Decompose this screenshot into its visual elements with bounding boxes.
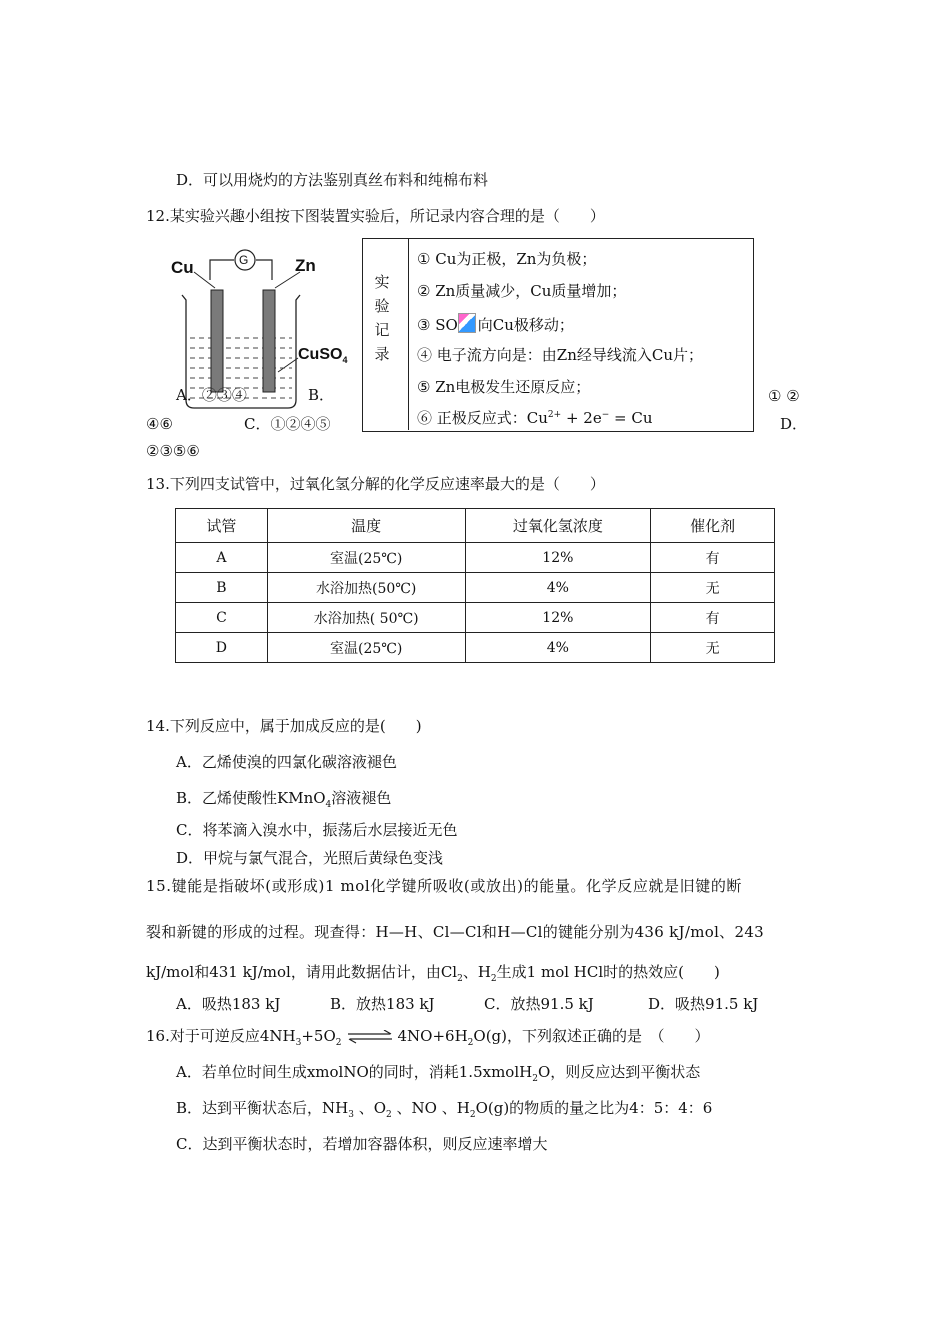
table-cell: B xyxy=(176,573,268,603)
record-5: ⑤ Zn电极发生还原反应； xyxy=(417,378,591,396)
table-row xyxy=(176,573,775,603)
table-cell: D xyxy=(176,633,268,663)
q12-option-b-value-end: ④⑥ xyxy=(146,415,173,433)
record-1: ① Cu为正极，Zn为负极； xyxy=(417,250,597,268)
q12-option-b-label: B． xyxy=(308,386,335,404)
header-cell: 催化剂 xyxy=(651,509,775,543)
table-cell: C xyxy=(176,603,268,633)
record-title: 实 验 记 录 xyxy=(374,273,390,363)
q16-option-b: B．达到平衡状态后，$NH_3$ 、$O_2$ 、NO 、$H_2O(g)$的物质的量之比为4：5：4：6 xyxy=(176,1099,713,1120)
q15-option-c: C．放热91.5 kJ xyxy=(484,995,594,1013)
header-cell: 过氧化氢浓度 xyxy=(465,509,651,543)
electrode-zn-label: Zn xyxy=(295,256,316,275)
q14-option-b: B．乙烯使酸性KMnO$_4$溶液褪色 xyxy=(176,789,392,810)
table-cell: 无 xyxy=(651,573,775,603)
q12-option-b-value-start: ① ② xyxy=(768,387,800,405)
q11-option-d: D．可以用烧灼的方法鉴别真丝布料和纯棉布料 xyxy=(176,171,489,189)
q15-line-1: 15.键能是指破坏(或形成)1 mol化学键所吸收(或放出)的能量。化学反应就是旧键的断 xyxy=(146,877,743,895)
q15-option-a: A．吸热183 kJ xyxy=(176,995,281,1013)
table-cell: 4% xyxy=(465,633,651,663)
record-divider xyxy=(408,238,409,430)
q16-option-c: C．达到平衡状态时，若增加容器体积，则反应速率增大 xyxy=(176,1135,548,1153)
q15-line-3: kJ/mol和431 kJ/mol，请用此数据估计，由$Cl_2$、$H_2$生成1 mol HCl时的热效应( ) xyxy=(146,963,720,984)
q13-stem: 13.下列四支试管中，过氧化氢分解的化学反应速率最大的是（ ） xyxy=(146,475,605,493)
q16-option-a: A．若单位时间生成xmolNO的同时，消耗1.5xmolH$_2$O，则反应达到平衡状态 xyxy=(176,1063,701,1084)
record-6: ⑥ 正极反应式：$Cu^{2+} + 2e^- = Cu$ xyxy=(417,409,653,427)
table-header-row xyxy=(176,509,775,543)
table-cell: 室温(25℃) xyxy=(267,633,465,663)
header-cell: 试管 xyxy=(176,509,268,543)
table-cell: 有 xyxy=(651,603,775,633)
electrode-cu-label: Cu xyxy=(171,258,194,277)
q12-option-d-label: D． xyxy=(780,415,808,433)
table-row xyxy=(176,603,775,633)
q12-option-c: C．①②④⑤ xyxy=(244,415,331,433)
record-3: ③ SO 向Cu极移动； xyxy=(417,313,574,335)
q14-option-a: A．乙烯使溴的四氯化碳溶液褪色 xyxy=(176,753,397,771)
table-cell: 水浴加热( 50℃) xyxy=(267,603,465,633)
table-cell: 室温(25℃) xyxy=(267,543,465,573)
table-cell: 水浴加热(50℃) xyxy=(267,573,465,603)
table-cell: 4% xyxy=(465,573,651,603)
header-cell: 温度 xyxy=(267,509,465,543)
q15-option-d: D．吸热91.5 kJ xyxy=(648,995,759,1013)
record-4: ④ 电子流方向是：由Zn经导线流入Cu片； xyxy=(417,346,703,364)
table-cell: 有 xyxy=(651,543,775,573)
broken-image-icon xyxy=(458,313,476,333)
record-2: ② Zn质量减少，Cu质量增加； xyxy=(417,282,627,300)
table-cell: A xyxy=(176,543,268,573)
q12-stem: 12.某实验兴趣小组按下图装置实验后，所记录内容合理的是（ ） xyxy=(146,207,605,225)
table-row xyxy=(176,543,775,573)
table-cell: 12% xyxy=(465,603,651,633)
solution-label: CuSO$_4$ xyxy=(298,346,348,366)
q12-option-a: A．②③④ xyxy=(176,386,247,404)
q14-option-c: C．将苯滴入溴水中，振荡后水层接近无色 xyxy=(176,821,458,839)
q14-stem: 14.下列反应中，属于加成反应的是( ) xyxy=(146,717,422,735)
q15-line-2: 裂和新键的形成的过程。现查得：H—H、Cl—Cl和H—Cl的键能分别为436 kJ/mol、243 xyxy=(146,923,765,941)
table-cell: 无 xyxy=(651,633,775,663)
table-row xyxy=(176,633,775,663)
q16-stem: 16.对于可逆反应$4NH_3+5O_2$ $4NO+6H_2O(g)$，下列叙述正确的是 （ ） xyxy=(146,1027,710,1048)
q14-option-d: D．甲烷与氯气混合，光照后黄绿色变浅 xyxy=(176,849,444,867)
reversible-arrow-icon xyxy=(346,1030,394,1044)
galvanometer-label: G xyxy=(239,253,249,267)
q15-option-b: B．放热183 kJ xyxy=(330,995,435,1013)
q12-option-d-value: ②③⑤⑥ xyxy=(146,442,200,460)
q13-table xyxy=(175,508,775,663)
table-cell: 12% xyxy=(465,543,651,573)
